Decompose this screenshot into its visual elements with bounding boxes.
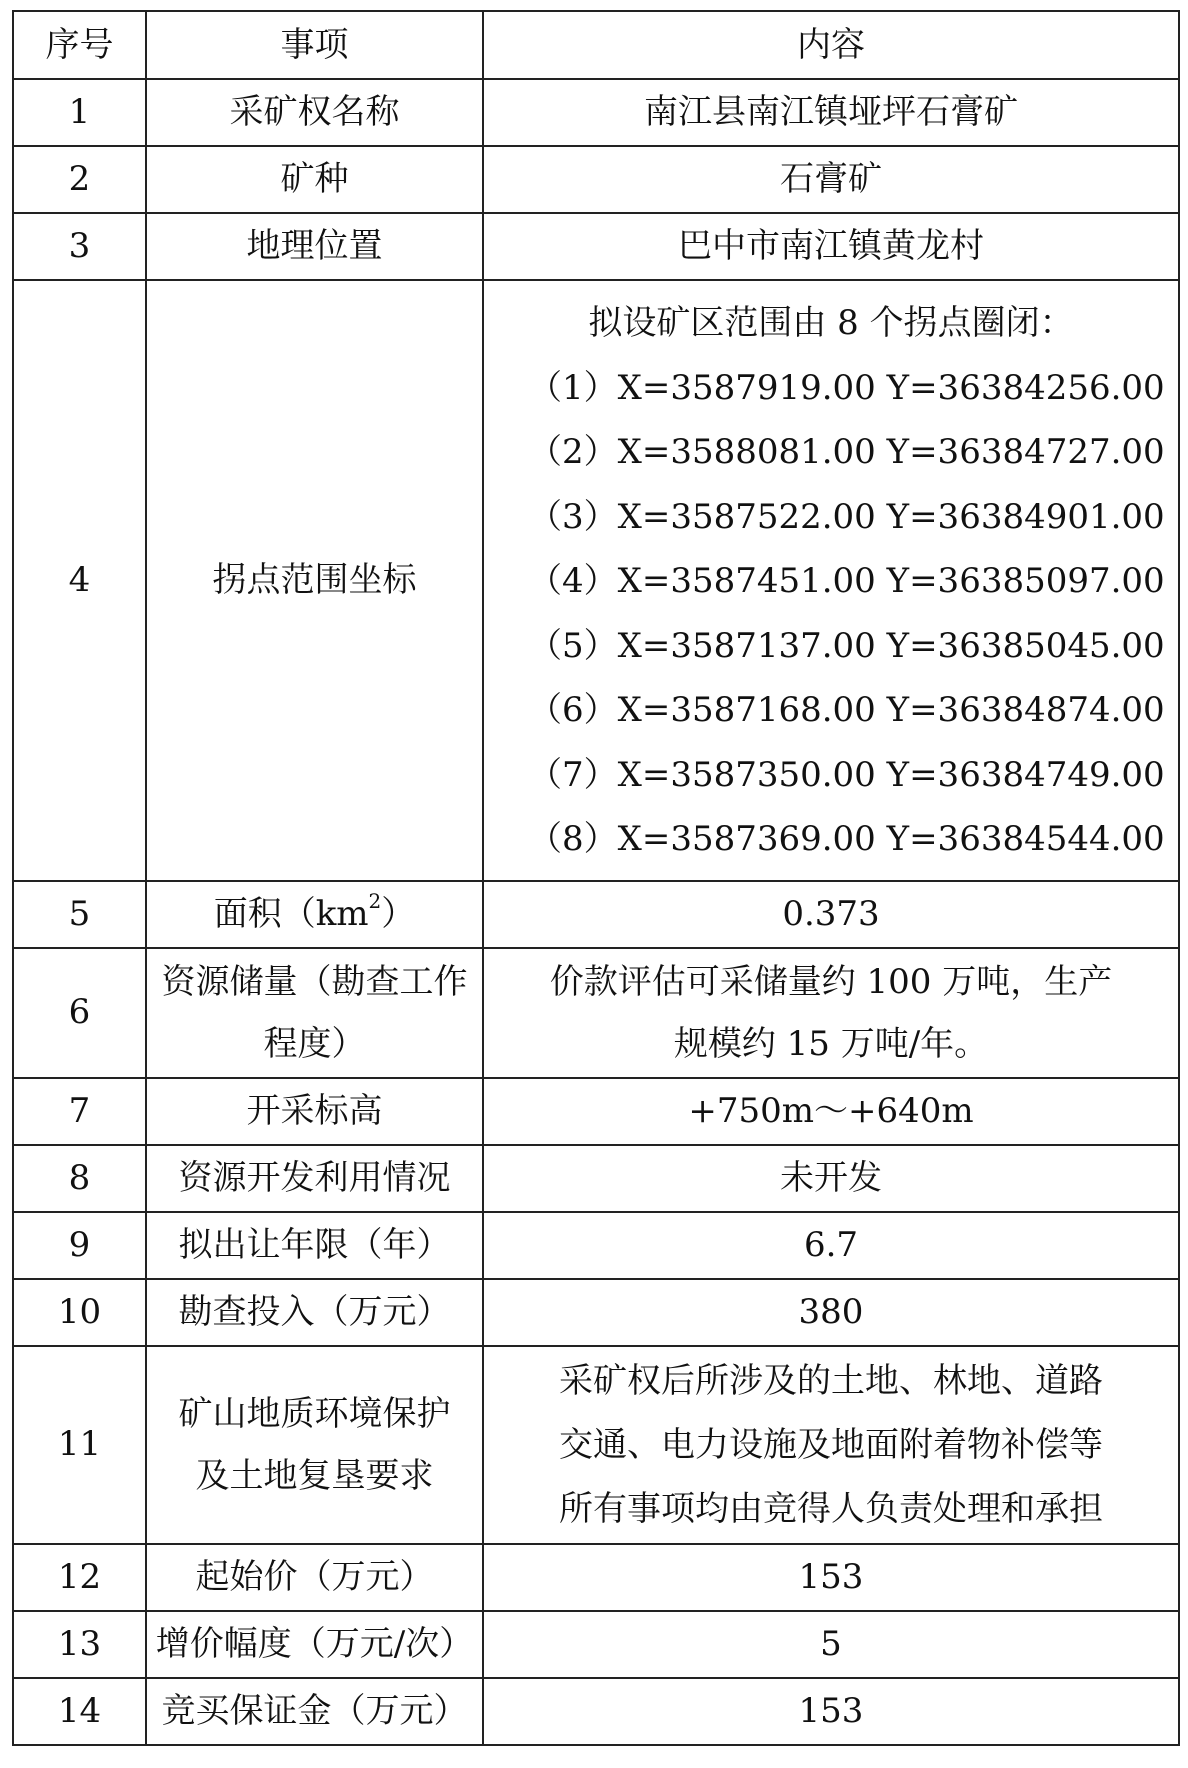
row-content: 6.7 [483, 1212, 1179, 1279]
header-item: 事项 [146, 11, 483, 79]
row-number: 11 [13, 1346, 146, 1544]
row-number: 7 [13, 1078, 146, 1145]
row-number: 12 [13, 1544, 146, 1611]
header-content: 内容 [483, 11, 1179, 79]
item-line: 及土地复垦要求 [195, 1455, 434, 1496]
row-number: 1 [13, 79, 146, 146]
content-line: 采矿权后所涉及的土地、林地、道路 [559, 1360, 1103, 1401]
mining-rights-table [12, 10, 1180, 1746]
row-number: 2 [13, 146, 146, 213]
row-item [146, 948, 483, 1078]
area-label: 面积（km [213, 893, 369, 934]
table-row [13, 1212, 1179, 1279]
item-line: 资源储量（勘查工作 [161, 961, 468, 1002]
content-line: 规模约 15 万吨/年。 [673, 1023, 989, 1064]
table-row [13, 213, 1179, 280]
row-content: 未开发 [483, 1145, 1179, 1212]
item-line: 矿山地质环境保护 [178, 1393, 451, 1434]
row-number: 8 [13, 1145, 146, 1212]
header-serial-number: 序号 [13, 11, 146, 79]
row-item [146, 1346, 483, 1544]
table-row [13, 1346, 1179, 1544]
content-line: 所有事项均由竞得人负责处理和承担 [559, 1488, 1103, 1529]
row-item: 资源开发利用情况 [146, 1145, 483, 1212]
row-content: 石膏矿 [483, 146, 1179, 213]
row-item: 开采标高 [146, 1078, 483, 1145]
coordinate-point: （1）X=3587919.00 Y=36384256.00 [528, 367, 1165, 408]
table-row [13, 1078, 1179, 1145]
row-number: 14 [13, 1678, 146, 1745]
row-number: 13 [13, 1611, 146, 1678]
coordinate-point: （3）X=3587522.00 Y=36384901.00 [528, 496, 1165, 537]
row-content: 巴中市南江镇黄龙村 [483, 213, 1179, 280]
row-item [146, 881, 483, 948]
table-row [13, 881, 1179, 948]
row-content: 380 [483, 1279, 1179, 1346]
area-unit-exponent: 2 [368, 888, 382, 913]
row-item: 矿种 [146, 146, 483, 213]
coordinate-point: （2）X=3588081.00 Y=36384727.00 [528, 432, 1165, 472]
coordinate-point: （5）X=3587137.00 Y=36385045.00 [528, 625, 1165, 666]
coordinate-point: （7）X=3587350.00 Y=36384749.00 [528, 754, 1165, 795]
content-line: 价款评估可采储量约 100 万吨，生产 [549, 961, 1113, 1002]
row-content: +750m～+640m [483, 1078, 1179, 1145]
row-item: 增价幅度（万元/次） [146, 1611, 483, 1678]
row-content: 153 [483, 1678, 1179, 1745]
area-label-close: ） [381, 893, 416, 934]
row-number: 10 [13, 1279, 146, 1346]
row-number: 6 [13, 948, 146, 1078]
row-content: 5 [483, 1611, 1179, 1678]
table-row [13, 146, 1179, 213]
table-header-row [13, 11, 1179, 79]
row-item: 地理位置 [146, 213, 483, 280]
table-row [13, 1678, 1179, 1745]
row-item: 勘查投入（万元） [146, 1279, 483, 1346]
row-number: 5 [13, 881, 146, 948]
table-row [13, 1544, 1179, 1611]
coordinate-point: （6）X=3587168.00 Y=36384874.00 [528, 690, 1165, 730]
document-page [12, 10, 1180, 1746]
row-number: 4 [13, 280, 146, 881]
item-line: 程度） [263, 1023, 366, 1064]
row-item: 起始价（万元） [146, 1544, 483, 1611]
row-item: 拐点范围坐标 [146, 280, 483, 881]
coordinate-point: （8）X=3587369.00 Y=36384544.00 [528, 819, 1165, 859]
coordinate-point: （4）X=3587451.00 Y=36385097.00 [528, 561, 1165, 601]
row-item: 采矿权名称 [146, 79, 483, 146]
table-row [13, 1611, 1179, 1678]
row-number: 9 [13, 1212, 146, 1279]
table-row-coordinates [13, 280, 1179, 881]
content-line: 交通、电力设施及地面附着物补偿等 [559, 1424, 1103, 1465]
row-content: 0.373 [483, 881, 1179, 948]
row-content [483, 948, 1179, 1078]
table-row [13, 1279, 1179, 1346]
coordinates-intro: 拟设矿区范围由 8 个拐点圈闭： [588, 303, 1074, 343]
row-content [483, 1346, 1179, 1544]
row-content: 153 [483, 1544, 1179, 1611]
coordinates-cell [483, 280, 1179, 881]
row-item: 竞买保证金（万元） [146, 1678, 483, 1745]
row-number: 3 [13, 213, 146, 280]
row-content: 南江县南江镇垭坪石膏矿 [483, 79, 1179, 146]
table-row [13, 948, 1179, 1078]
row-item: 拟出让年限（年） [146, 1212, 483, 1279]
table-row [13, 1145, 1179, 1212]
table-row [13, 79, 1179, 146]
